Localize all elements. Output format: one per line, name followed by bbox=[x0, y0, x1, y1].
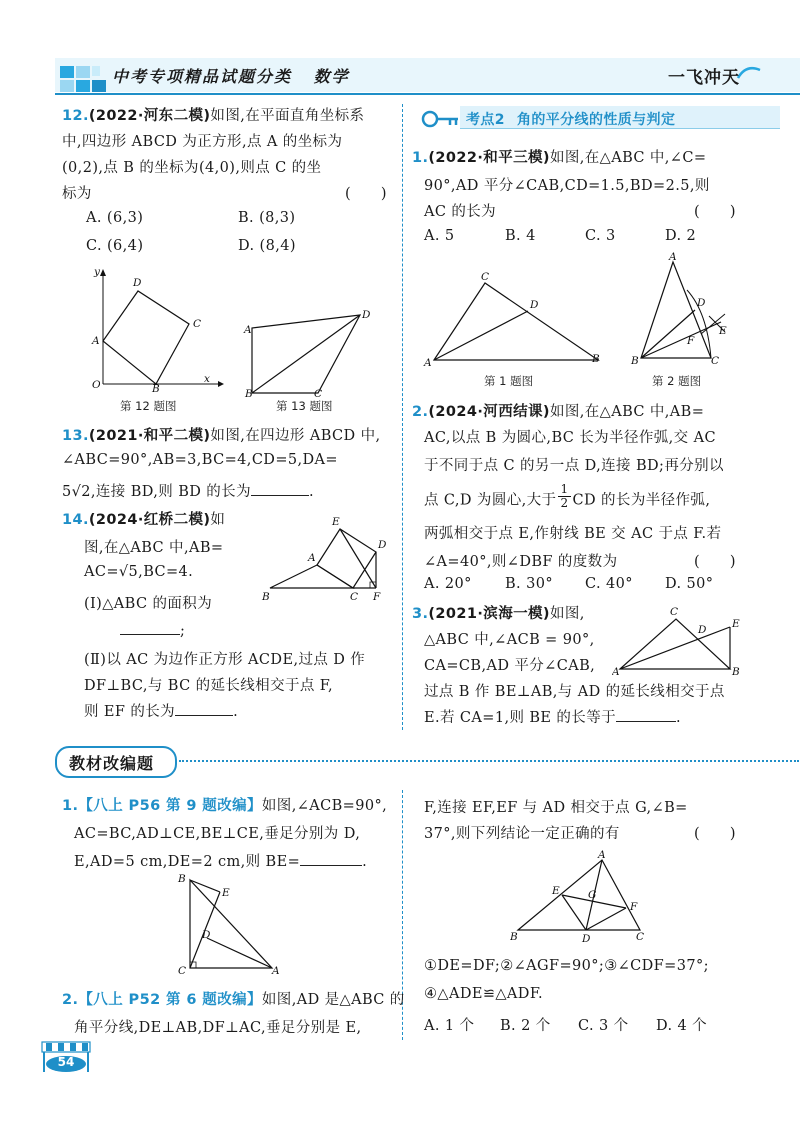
section-label: 考点2 bbox=[466, 112, 505, 128]
section-heading bbox=[420, 104, 790, 134]
question-text: 角平分线,DE⊥AB,DF⊥AC,垂足分别是 E, bbox=[74, 1020, 362, 1036]
point-label-a: A bbox=[272, 965, 280, 977]
figure-12-caption: 第 12 题图 bbox=[120, 399, 177, 413]
page-number: 54 bbox=[57, 1055, 75, 1069]
question-text: . bbox=[308, 484, 314, 500]
point-label-b: B bbox=[631, 355, 639, 367]
question-text: ∠A=40°,则∠DBF 的度数为 bbox=[424, 554, 618, 570]
option-a[interactable]: A. 20° bbox=[424, 576, 472, 592]
point-label-b: B bbox=[732, 666, 740, 677]
point-label-a: A bbox=[424, 357, 432, 368]
question-text: △ABC 中,∠ACB = 90°, bbox=[424, 632, 595, 648]
question-source: 【八上 P52 第 6 题改编】 bbox=[78, 992, 262, 1008]
figure-1-caption: 第 1 题图 bbox=[484, 374, 534, 388]
answer-blank[interactable] bbox=[120, 620, 180, 635]
point-label-c: C bbox=[711, 355, 720, 367]
point-label-e: E bbox=[222, 887, 230, 899]
answer-blank[interactable] bbox=[300, 851, 362, 866]
point-label-d: D bbox=[378, 539, 387, 551]
answer-bracket: ( ) bbox=[694, 826, 736, 842]
point-label-e: E bbox=[719, 325, 727, 337]
axis-label-x: x bbox=[204, 373, 210, 385]
question-text: 如图,在平面直角坐标系 bbox=[210, 108, 365, 124]
point-label-b: B bbox=[245, 388, 253, 400]
point-label-e: E bbox=[332, 516, 340, 528]
figure-12 bbox=[88, 264, 228, 394]
figure-1 bbox=[420, 268, 610, 368]
point-label-f: F bbox=[687, 335, 695, 347]
answer-bracket: ( ) bbox=[694, 204, 736, 220]
question-text: CA=CB,AD 平分∠CAB, bbox=[424, 658, 596, 674]
option-d[interactable]: D. 4 个 bbox=[656, 1018, 708, 1034]
point-label-b: B bbox=[592, 353, 600, 365]
point-label-c: C bbox=[350, 591, 359, 603]
point-label-d: D bbox=[133, 277, 142, 289]
question-number: 13. bbox=[62, 428, 89, 444]
fraction bbox=[558, 483, 570, 510]
question-text: 点 C,D 为圆心,大于 bbox=[424, 492, 557, 509]
question-text: 标为 bbox=[62, 186, 92, 202]
page-header bbox=[0, 0, 800, 100]
figure-14 bbox=[258, 508, 398, 608]
point-label-b: B bbox=[262, 591, 270, 603]
point-label-d: D bbox=[697, 297, 706, 309]
figure-3 bbox=[612, 605, 747, 677]
option-c[interactable]: C. 3 bbox=[585, 228, 616, 244]
question-text: 如图,在△ABC 中,AB= bbox=[549, 404, 705, 420]
option-a[interactable]: A. (6,3) bbox=[86, 210, 144, 226]
option-c[interactable]: C. (6,4) bbox=[86, 238, 144, 254]
point-label-c: C bbox=[193, 318, 202, 330]
question-text: AC,以点 B 为圆心,BC 长为半径作弧,交 AC bbox=[424, 430, 716, 446]
question-text: (Ⅱ)以 AC 为边作正方形 ACDE,过点 D 作 bbox=[84, 652, 366, 668]
question-text: 如图,AD 是△ABC 的 bbox=[261, 992, 405, 1008]
point-label-d: D bbox=[202, 929, 211, 941]
question-text: 如图,∠ACB=90°, bbox=[261, 798, 388, 814]
option-b[interactable]: B. 2 个 bbox=[500, 1018, 551, 1034]
question-text: CD 的长为半径作弧, bbox=[572, 492, 711, 509]
question-source: (2024·河西结课) bbox=[428, 404, 550, 420]
point-label-a: A bbox=[244, 324, 252, 336]
option-c[interactable]: C. 40° bbox=[585, 576, 633, 592]
question-number: 14. bbox=[62, 512, 89, 528]
question-text: 如 bbox=[210, 512, 226, 528]
statement-list: ①DE=DF;②∠AGF=90°;③∠CDF=37°; bbox=[424, 958, 709, 974]
option-d[interactable]: D. (8,4) bbox=[238, 238, 296, 254]
point-label-c: C bbox=[481, 271, 490, 283]
question-text: DF⊥BC,与 BC 的延长线相交于点 F, bbox=[84, 678, 333, 694]
figure-2-caption: 第 2 题图 bbox=[652, 374, 702, 388]
point-label-d: D bbox=[530, 299, 539, 311]
point-label-d: D bbox=[362, 309, 371, 321]
answer-blank[interactable] bbox=[175, 701, 233, 716]
question-source: (2022·河东二模) bbox=[88, 108, 211, 124]
point-label-c: C bbox=[670, 606, 679, 618]
question-text: E.若 CA=1,则 BE 的长等于 bbox=[424, 710, 617, 726]
point-label-b: B bbox=[152, 383, 160, 394]
question-text: AC=√5,BC=4. bbox=[84, 564, 194, 580]
figure-2 bbox=[625, 250, 735, 370]
question-number: 1. bbox=[62, 798, 79, 814]
question-text: 5√2,连接 BD,则 BD 的长为 bbox=[62, 484, 251, 500]
question-text: 过点 B 作 BE⊥AB,与 AD 的延长线相交于点 bbox=[424, 684, 725, 700]
axis-label-y: y bbox=[94, 266, 100, 278]
question-text: 中,四边形 ABCD 为正方形,点 A 的坐标为 bbox=[62, 134, 343, 150]
point-label-c: C bbox=[636, 931, 645, 943]
question-text: (0,2),点 B 的坐标为(4,0),则点 C 的坐 bbox=[62, 160, 322, 176]
origin-label: O bbox=[92, 379, 101, 391]
figure-13-caption: 第 13 题图 bbox=[276, 399, 333, 413]
header-series: 中考专项精品试题分类 bbox=[112, 67, 293, 86]
question-number: 2. bbox=[62, 992, 79, 1008]
point-label-b: B bbox=[510, 931, 518, 943]
question-text: . bbox=[362, 854, 368, 870]
question-source: 【八上 P56 第 9 题改编】 bbox=[78, 798, 262, 814]
header-title bbox=[112, 64, 350, 87]
question-text: E,AD=5 cm,DE=2 cm,则 BE= bbox=[74, 854, 301, 870]
brand-logo: 一飞冲天 bbox=[668, 68, 740, 88]
question-text: 37°,则下列结论一定正确的有 bbox=[424, 826, 620, 842]
question-text: 如图,在四边形 ABCD 中, bbox=[210, 428, 381, 444]
question-source: (2024·红桥二模) bbox=[88, 512, 211, 528]
answer-blank[interactable] bbox=[616, 707, 676, 722]
question-text: . bbox=[676, 710, 682, 726]
figure-adapted-1 bbox=[172, 872, 292, 982]
point-label-d: D bbox=[698, 624, 707, 636]
statement-list: ④△ADE≌△ADF. bbox=[424, 986, 544, 1002]
question-text: 于不同于点 C 的另一点 D,连接 BD;再分别以 bbox=[424, 458, 724, 474]
question-text: ∠ABC=90°,AB=3,BC=4,CD=5,DA= bbox=[62, 452, 338, 468]
question-number: 2. bbox=[412, 404, 429, 420]
answer-bracket: ( ) bbox=[345, 186, 387, 202]
figure-13 bbox=[240, 305, 380, 400]
question-text: . bbox=[233, 704, 239, 720]
column-divider-top bbox=[402, 104, 403, 730]
question-source: (2021·滨海一模) bbox=[428, 606, 550, 622]
question-source: (2021·和平二模) bbox=[88, 428, 211, 444]
point-label-a: A bbox=[612, 666, 620, 677]
point-label-a: A bbox=[598, 849, 606, 861]
question-number: 1. bbox=[412, 150, 429, 166]
option-b[interactable]: B. (8,3) bbox=[238, 210, 296, 226]
question-text: 两弧相交于点 E,作射线 BE 交 AC 于点 F.若 bbox=[424, 526, 722, 542]
point-label-d: D bbox=[582, 933, 591, 945]
banner-title: 教材改编题 bbox=[69, 754, 155, 773]
point-label-g: G bbox=[588, 889, 597, 901]
fraction-numerator: 1 bbox=[560, 482, 569, 496]
answer-bracket: ( ) bbox=[694, 554, 736, 570]
question-text: 如图,在△ABC 中,∠C= bbox=[549, 150, 707, 166]
page-number-badge bbox=[38, 1040, 98, 1074]
option-b[interactable]: B. 30° bbox=[505, 576, 553, 592]
point-label-e: E bbox=[552, 885, 560, 897]
point-label-a: A bbox=[669, 251, 677, 263]
point-label-f: F bbox=[630, 901, 638, 913]
question-text: (Ⅰ)△ABC 的面积为 bbox=[84, 596, 213, 612]
fraction-denominator: 2 bbox=[560, 496, 569, 510]
question-text: 如图, bbox=[549, 606, 585, 622]
question-text: AC 的长为 bbox=[424, 204, 497, 220]
question-text: ; bbox=[180, 623, 186, 639]
option-b[interactable]: B. 4 bbox=[505, 228, 536, 244]
question-text: AC=BC,AD⊥CE,BE⊥CE,垂足分别为 D, bbox=[74, 826, 361, 842]
question-number: 3. bbox=[412, 606, 429, 622]
option-d[interactable]: D. 2 bbox=[665, 228, 697, 244]
point-label-b: B bbox=[178, 873, 186, 885]
banner-dotted-rule bbox=[179, 760, 799, 762]
header-subject: 数学 bbox=[313, 67, 350, 86]
answer-blank[interactable] bbox=[251, 481, 309, 496]
section-title: 角的平分线的性质与判定 bbox=[516, 112, 676, 128]
textbook-adaptation-banner bbox=[55, 744, 800, 780]
point-label-a: A bbox=[308, 552, 316, 564]
point-label-e: E bbox=[732, 618, 740, 630]
option-d[interactable]: D. 50° bbox=[665, 576, 714, 592]
point-label-a: A bbox=[92, 335, 100, 347]
question-text: 图,在△ABC 中,AB= bbox=[84, 540, 224, 556]
figure-adapted-2 bbox=[510, 848, 660, 948]
question-number: 12. bbox=[62, 108, 89, 124]
point-label-c: C bbox=[178, 965, 187, 977]
question-source: (2022·和平三模) bbox=[428, 150, 550, 166]
option-a[interactable]: A. 1 个 bbox=[424, 1018, 475, 1034]
option-a[interactable]: A. 5 bbox=[424, 228, 455, 244]
point-label-c: C bbox=[314, 388, 323, 400]
point-label-f: F bbox=[373, 591, 381, 603]
question-text: 则 EF 的长为 bbox=[84, 704, 176, 720]
key-icon bbox=[420, 104, 460, 134]
option-c[interactable]: C. 3 个 bbox=[578, 1018, 629, 1034]
question-text: 90°,AD 平分∠CAB,CD=1.5,BD=2.5,则 bbox=[424, 178, 710, 194]
question-text: F,连接 EF,EF 与 AD 相交于点 G,∠B= bbox=[424, 800, 688, 816]
